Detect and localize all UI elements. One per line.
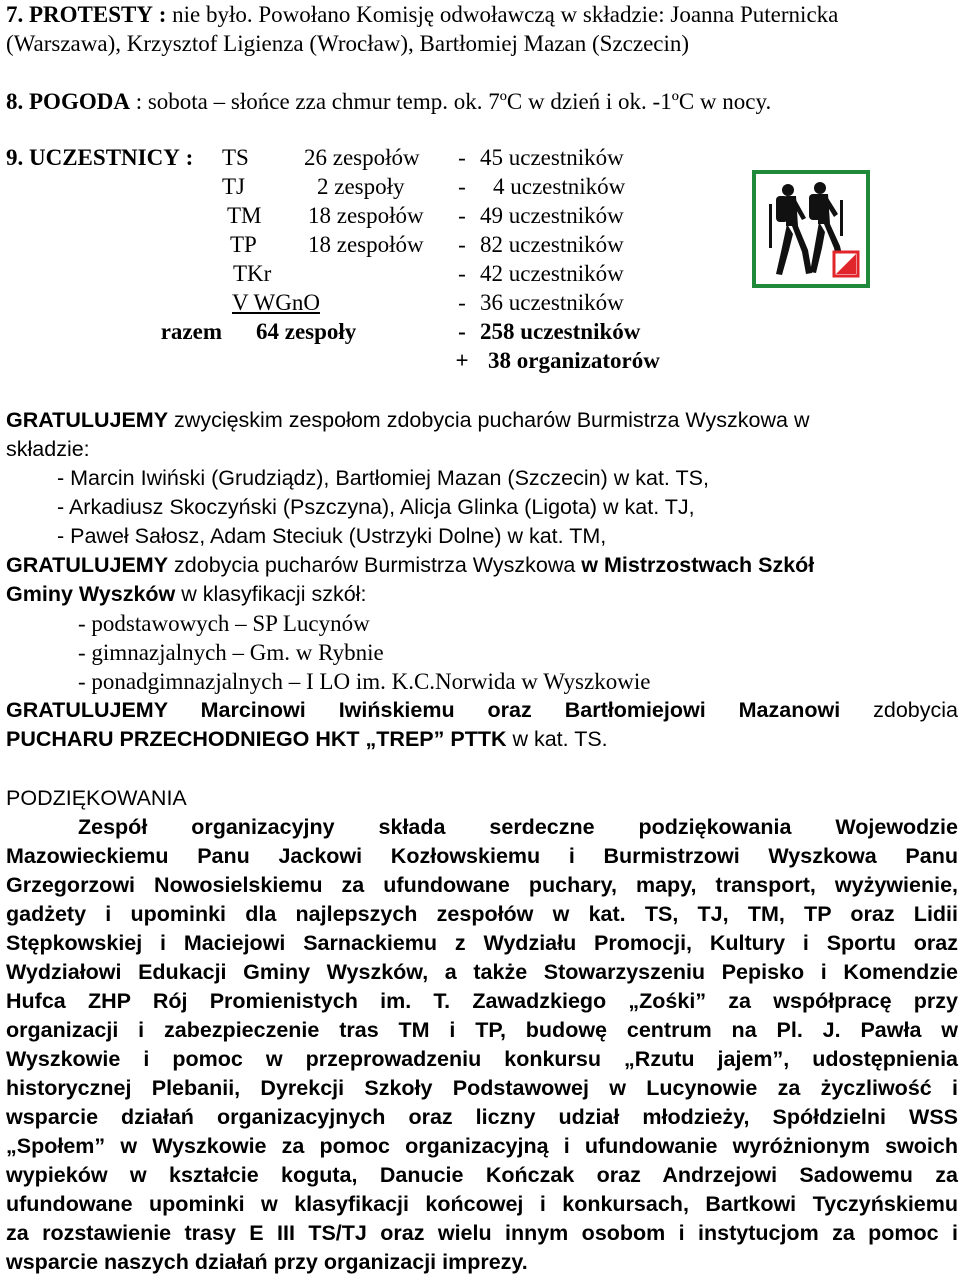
thanks-line: Stępkowskiej i Maciejowi Sarnackiemu z Wydziału Promocji, Kultury i Sportu oraz (6, 931, 958, 955)
section-label (0, 143, 222, 172)
thanks-line: wsparcie działań organizacyjnych oraz liczny udział młodzieży, Spółdzielni WSS (6, 1105, 958, 1129)
dash-cell: - (458, 261, 466, 286)
total-count: 258 uczestników (480, 319, 641, 344)
congrats-text: zwycięskim zespołom zdobycia pucharów Burmistrza Wyszkowa w (168, 408, 810, 432)
plus-cell: + (455, 348, 469, 373)
hikers-logo (752, 170, 870, 288)
protesty-line1 (6, 0, 838, 29)
pogoda-text: : sobota – słońce zza chmur temp. ok. 7ºC w dzień i ok. -1ºC w nocy. (129, 89, 772, 114)
participants-row (0, 230, 660, 259)
congrats-text: w klasyfikacji szkół: (175, 582, 367, 606)
count-cell: 82 uczestników (480, 232, 624, 257)
category-cell: TS (222, 145, 249, 170)
thanks-line: organizacji i zabezpieczenie tras TM i TP, budowę centrum na Pl. J. Pawła w (6, 1018, 958, 1042)
organizers-count: 38 organizatorów (488, 348, 660, 373)
list-item: - Paweł Sałosz, Adam Steciuk (Ustrzyki Dolne) w kat. TM, (57, 524, 607, 548)
thanks-heading: PODZIĘKOWANIA (6, 786, 187, 810)
thanks-line: Hufca ZHP Rój Promienistych im. T. Zawadzkiego „Zośki” za współpracę przy (6, 989, 958, 1013)
participants-row (0, 288, 660, 317)
section-number: 7. (6, 2, 24, 27)
thanks-line: gadżety i upominki dla najlepszych zespołów w kat. TS, TJ, TM, TP oraz Lidii (6, 902, 958, 926)
section-heading: UCZESTNICY (29, 145, 180, 170)
participants-row (0, 259, 660, 288)
thanks-line: Mazowieckiemu Panu Jackowi Kozłowskiemu i Burmistrzowi Wyszkowa Panu (6, 844, 958, 868)
total-label: razem (160, 319, 222, 344)
category-cell: TKr (233, 261, 272, 286)
section-number: 9. (6, 145, 24, 170)
count-cell: 42 uczestników (480, 261, 624, 286)
teams-cell: 2 zespoły (317, 174, 405, 199)
dash-cell: - (458, 174, 466, 199)
protesty-line2: (Warszawa), Krzysztof Ligienza (Wrocław), Bartłomiej Mazan (Szczecin) (6, 31, 690, 56)
dash-cell: - (458, 319, 466, 344)
thanks-line: Wyszkowie i pomoc w przeprowadzeniu konkursu „Rzutu jajem”, udostępnienia (6, 1047, 958, 1071)
dash-cell: - (458, 145, 466, 170)
teams-cell (304, 259, 444, 288)
list-item: - Marcin Iwiński (Grudziądz), Bartłomiej Mazan (Szczecin) w kat. TS, (57, 466, 709, 490)
dash-cell: - (458, 290, 466, 315)
thanks-line: wypieków w kształcie koguta, Danucie Kończak oraz Andrzejowi Sadowemu za (6, 1163, 958, 1187)
category-cell: V WGnO (232, 290, 320, 315)
category-cell: TP (230, 232, 257, 257)
organizers-row (0, 346, 660, 375)
count-cell: 36 uczestników (480, 290, 624, 315)
list-item: - gimnazjalnych – Gm. w Rybnie (78, 640, 384, 665)
dash-cell: - (458, 203, 466, 228)
congrats-label: GRATULUJEMY (6, 408, 169, 432)
congrats-3-line2 (6, 725, 608, 754)
congrats-text: w kat. TS. (506, 727, 608, 751)
thanks-line: Zespół organizacyjny składa serdeczne podziękowania Wojewodzie (78, 815, 958, 839)
congrats-3-line (6, 696, 958, 725)
congrats-bold: GRATULUJEMY Marcinowi Iwińskiemu oraz Bartłomiejowi Mazanowi (6, 698, 841, 722)
congrats-text: zdobycia pucharów Burmistrza Wyszkowa (168, 553, 582, 577)
total-row (0, 317, 660, 346)
section-colon: : (158, 2, 167, 27)
congrats-bold: w Mistrzostwach Szkół (581, 553, 815, 577)
congrats-text: zdobycia (840, 698, 958, 722)
category-cell: TM (227, 203, 262, 228)
congrats-label: GRATULUJEMY (6, 553, 169, 577)
participants-row (0, 172, 660, 201)
thanks-line: za rozstawienie trasy E III TS/TJ oraz wielu innym osobom i instytucjom za pomoc i (6, 1221, 958, 1245)
teams-cell: 18 zespołów (308, 232, 424, 257)
teams-cell: 18 zespołów (308, 203, 424, 228)
congrats-bold: PUCHARU PRZECHODNIEGO HKT „TREP” PTTK (6, 727, 507, 751)
thanks-line: historycznej Plebanii, Dyrekcji Szkoły Podstawowej w Lucynowie za życzliwość i (6, 1076, 958, 1100)
category-cell: TJ (222, 174, 245, 199)
list-item: - ponadgimnazjalnych – I LO im. K.C.Norwida w Wyszkowie (78, 669, 651, 694)
section-number: 8. (6, 89, 24, 114)
thanks-line: „Społem” w Wyszkowie za pomoc organizacyjną i ufundowanie wyróżnionym swoich (6, 1134, 958, 1158)
congrats-2-line (6, 551, 814, 580)
total-teams: 64 zespoły (256, 319, 357, 344)
protesty-text: nie było. Powołano Komisję odwoławczą w składzie: Joanna Puternicka (166, 2, 839, 27)
thanks-line: wsparcie naszych działań przy organizacji imprezy. (6, 1250, 528, 1274)
dash-cell: - (458, 232, 466, 257)
congrats-1-line2: składzie: (6, 437, 90, 461)
congrats-1-line (6, 406, 809, 435)
count-cell: 4 uczestników (493, 174, 626, 199)
participants-row (0, 201, 660, 230)
congrats-bold: Gminy Wyszków (6, 582, 176, 606)
thanks-line: Grzegorzowi Nowosielskiemu za ufundowane puchary, mapy, transport, wyżywienie, (6, 873, 958, 897)
count-cell: 45 uczestników (480, 145, 624, 170)
pogoda-line (6, 87, 771, 116)
section-heading: PROTESTY (29, 2, 153, 27)
congrats-2-line2 (6, 580, 366, 609)
section-heading: POGODA (29, 89, 130, 114)
thanks-line: ufundowane upominki w klasyfikacji końcowej i konkursach, Bartkowi Tyczyńskiemu (6, 1192, 958, 1216)
list-item: - podstawowych – SP Lucynów (78, 611, 370, 636)
participants-row (0, 143, 660, 172)
thanks-line: Wydziałowi Edukacji Gminy Wyszków, a także Stowarzyszeniu Pepisko i Komendzie (6, 960, 958, 984)
list-item: - Arkadiusz Skoczyński (Pszczyna), Alicja Glinka (Ligota) w kat. TJ, (57, 495, 695, 519)
count-cell: 49 uczestników (480, 203, 624, 228)
section-colon: : (185, 145, 194, 170)
hikers-icon (756, 174, 866, 284)
thanks-paragraph (6, 813, 958, 1277)
teams-cell: 26 zespołów (304, 145, 420, 170)
participants-table (0, 143, 660, 375)
